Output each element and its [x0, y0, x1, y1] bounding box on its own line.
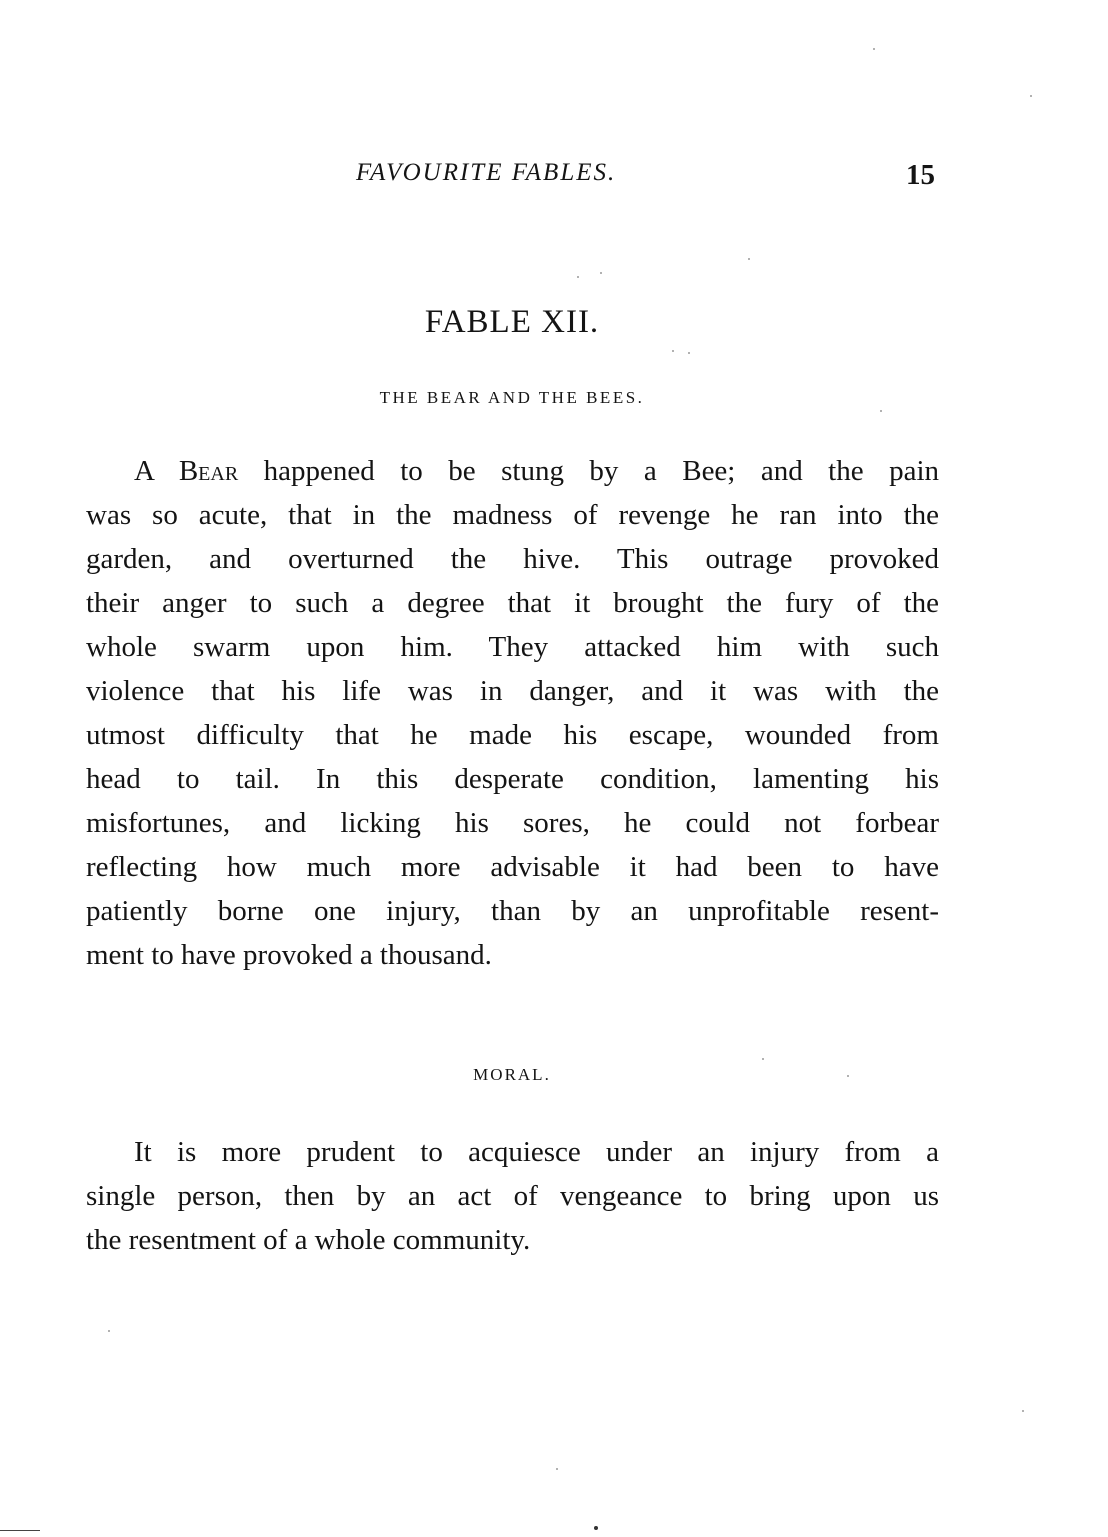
paper-speck	[873, 48, 875, 50]
paper-speck	[672, 350, 674, 352]
paper-speck	[594, 1526, 598, 1530]
body-line: garden, and overturned the hive. This outrage provoked	[86, 543, 939, 575]
moral-line: single person, then by an act of vengeance to bring upon us	[86, 1180, 939, 1212]
moral-line: the resentment of a whole community.	[86, 1224, 531, 1256]
body-line	[86, 449, 939, 493]
running-header	[0, 155, 1108, 195]
moral-line: It is more prudent to acquiesce under an injury from a	[134, 1136, 939, 1168]
fable-number: FABLE XII.	[424, 304, 600, 340]
body-line: utmost difficulty that he made his escape, wounded from	[86, 719, 939, 751]
body-line: reflecting how much more advisable it had been to have	[86, 851, 939, 883]
body-line: their anger to such a degree that it brought the fury of the	[86, 587, 939, 619]
opening-small-caps: Bear	[178, 455, 239, 487]
paper-speck	[880, 410, 882, 412]
paper-speck	[762, 1058, 764, 1060]
paper-speck	[748, 258, 750, 260]
paper-speck	[600, 272, 602, 274]
body-line: violence that his life was in danger, and it was with the	[86, 675, 939, 707]
opening-word: A	[134, 455, 154, 487]
running-title: FAVOURITE FABLES.	[356, 159, 617, 186]
paper-speck	[1022, 1410, 1024, 1412]
scan-edge-mark	[0, 1530, 40, 1531]
body-line-text: happened to be stung by a Bee; and the pain	[238, 455, 940, 487]
body-line: was so acute, that in the madness of revenge he ran into the	[86, 499, 939, 531]
paper-speck	[577, 276, 579, 278]
fable-title: THE BEAR AND THE BEES.	[379, 388, 645, 407]
body-line: misfortunes, and licking his sores, he could not forbear	[86, 807, 939, 839]
page-number: 15	[906, 159, 935, 191]
body-line: patiently borne one injury, than by an unprofitable resent-	[86, 895, 939, 927]
fable-body	[86, 449, 939, 977]
body-line: head to tail. In this desperate condition, lamenting his	[86, 763, 939, 795]
moral-heading: MORAL.	[473, 1065, 551, 1084]
paper-speck	[847, 1075, 849, 1077]
paper-speck	[1030, 95, 1032, 97]
paper-speck	[688, 352, 690, 354]
paper-speck	[108, 1330, 110, 1332]
moral-body	[86, 1130, 939, 1262]
body-line: ment to have provoked a thousand.	[86, 939, 492, 971]
body-line: whole swarm upon him. They attacked him with such	[86, 631, 939, 663]
paper-speck	[556, 1468, 558, 1470]
